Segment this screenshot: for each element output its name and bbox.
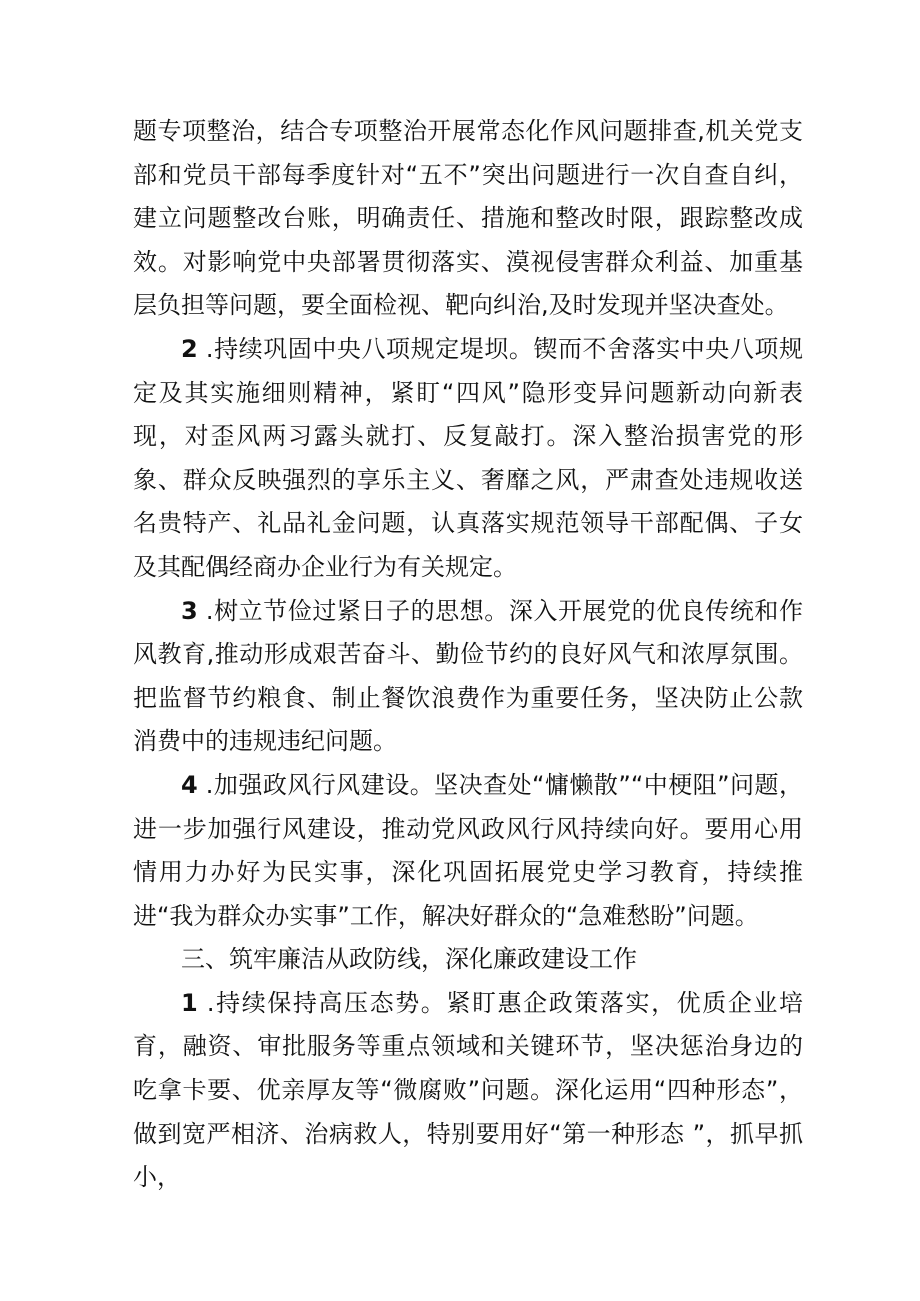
paragraph-text: 题专项整治，结合专项整治开展常态化作风问题排查,机关党支部和党员干部每季度针对“五不”突出问题进行一次自查自纠，建立问题整改台账，明确责任、措施和整改时限，跟踪整改成效。对影响党中央部署贯彻落实、漠视侵害群众利益、加重基层负担等问题，要全面检视、靶向纠治,及时发现并坚决查处。	[133, 117, 803, 320]
paragraph-text: .持续保持高压态势。紧盯惠企政策落实，优质企业培育，融资、审批服务等重点领域和关键环节，坚决惩治身边的吃拿卡要、优亲厚友等“微腐败”问题。深化运用“四种形态”，做到宽严相济、治病救人，特别要用好“第一种形态 ”，抓早抓小，	[133, 988, 803, 1192]
paragraph-text: .树立节俭过紧日子的思想。深入开展党的优良传统和作风教育,推动形成艰苦奋斗、勤俭节约的良好风气和浓厚氛围。把监督节约粮食、制止餐饮浪费作为重要任务，坚决防止公款消费中的违规违纪问题。	[133, 596, 803, 756]
paragraph-item-2	[133, 328, 803, 590]
section-heading-text: 三、筑牢廉洁从政防线，深化廉政建设工作	[181, 945, 637, 974]
paragraph-item-3	[133, 590, 803, 764]
paragraph-text: .持续巩固中央八项规定堤坝。锲而不舍落实中央八项规定及其实施细则精神，紧盯“四风”隐形变异问题新动向新表现，对歪风两习露头就打、反复敲打。深入整治损害党的形象、群众反映强烈的享乐主义、奢靡之风，严肃查处违规收送名贵特产、礼品礼金问题，认真落实规范领导干部配偶、子女及其配偶经商办企业行为有关规定。	[133, 334, 803, 581]
paragraph-item-4	[133, 764, 803, 938]
item-number: 2	[181, 334, 198, 363]
section-heading	[133, 938, 803, 982]
paragraph-text: .加强政风行风建设。坚决查处“慵懒散”“中梗阻”问题，进一步加强行风建设，推动党风政风行风持续向好。要用心用情用力办好为民实事，深化巩固拓展党史学习教育，持续推进“我为群众办实事”工作，解决好群众的“急难愁盼”问题。	[133, 770, 803, 930]
item-number: 3	[181, 596, 198, 625]
paragraph-continuation	[133, 110, 803, 328]
item-number: 1	[181, 988, 198, 1017]
paragraph-item-1	[133, 982, 803, 1200]
document-body	[133, 110, 803, 1200]
item-number: 4	[181, 770, 198, 799]
